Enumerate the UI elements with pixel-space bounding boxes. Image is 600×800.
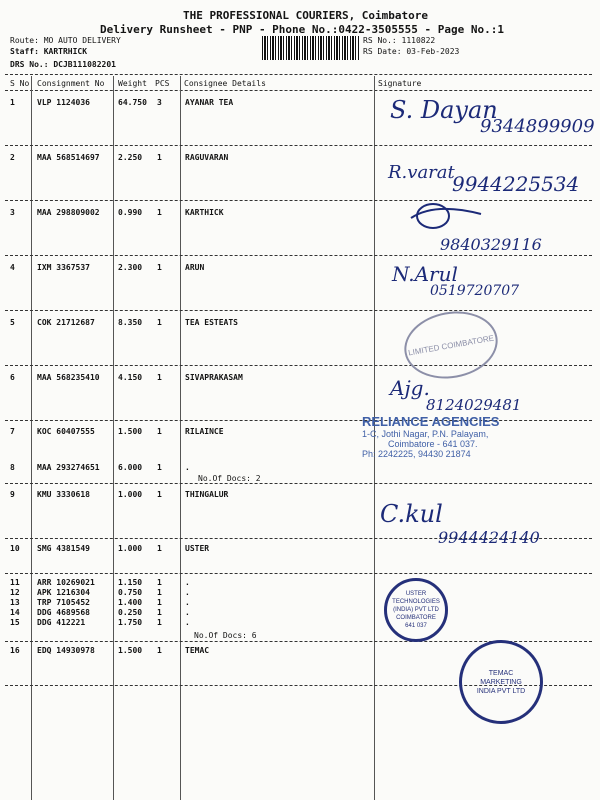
row-weight: 0.250 <box>118 608 143 617</box>
row-sno: 3 <box>10 208 15 217</box>
row-consignment: MAA 293274651 <box>37 463 100 472</box>
row-sno: 13 <box>10 598 20 607</box>
col-signature: Signature <box>378 79 422 88</box>
row-consignment: KOC 60407555 <box>37 427 95 436</box>
row-pcs: 1 <box>157 608 162 617</box>
row-pcs: 3 <box>157 98 162 107</box>
row-weight: 0.750 <box>118 588 143 597</box>
col-sno: S No <box>10 79 30 88</box>
row-consignment: EDQ 14930978 <box>37 646 95 655</box>
row-consignee: KARTHICK <box>185 208 224 217</box>
rs-number: RS No.: 1110822 <box>363 36 436 45</box>
signature-1-phone: 9344899909 <box>480 116 595 137</box>
row-weight: 1.000 <box>118 490 143 499</box>
row-consignee: ARUN <box>185 263 205 272</box>
row-weight: 1.750 <box>118 618 143 627</box>
row-sno: 11 <box>10 578 20 587</box>
reliance-name: RELIANCE AGENCIES <box>362 414 500 429</box>
row-sno: 1 <box>10 98 15 107</box>
row-consignment: APK 1216304 <box>37 588 90 597</box>
row-sno: 9 <box>10 490 15 499</box>
row-weight: 4.150 <box>118 373 143 382</box>
row-pcs: 1 <box>157 153 162 162</box>
row-pcs: 1 <box>157 618 162 627</box>
row-consignment: COK 21712687 <box>37 318 95 327</box>
row-pcs: 1 <box>157 598 162 607</box>
row-sno: 5 <box>10 318 15 327</box>
row-consignee: AYANAR TEA <box>185 98 234 107</box>
row-sno: 14 <box>10 608 20 617</box>
row-separator <box>5 145 592 146</box>
signature-4: N.Arul <box>392 262 458 286</box>
col-consignment: Consignment No <box>37 79 105 88</box>
row-consignment: IXM 3367537 <box>37 263 90 272</box>
signature-3-phone: 9840329116 <box>440 235 542 254</box>
row-consignment: TRP 7105452 <box>37 598 90 607</box>
row-sno: 10 <box>10 544 20 553</box>
row-consignee: . <box>185 608 190 617</box>
row-sno: 6 <box>10 373 15 382</box>
row-consignee: THINGALUR <box>185 490 229 499</box>
row-sno: 8 <box>10 463 15 472</box>
table-column-rule <box>180 76 181 800</box>
reliance-phone: Ph: 2242225, 94430 21874 <box>362 449 471 459</box>
row-sno: 12 <box>10 588 20 597</box>
temac-stamp: TEMAC MARKETING INDIA PVT LTD <box>459 640 543 724</box>
row-consignee: TEA ESTEATS <box>185 318 238 327</box>
signature-2-phone: 9944225534 <box>452 172 580 196</box>
row-consignment: MAA 568514697 <box>37 153 100 162</box>
row-weight: 0.990 <box>118 208 143 217</box>
drs-label: DRS No.: DCJB111082201 <box>10 60 116 69</box>
row-consignee: RAGUVARAN <box>185 153 229 162</box>
row-separator <box>5 483 592 484</box>
signature-4-phone: 0519720707 <box>430 283 520 299</box>
limited-stamp: LIMITED COIMBATORE <box>399 304 503 385</box>
row-pcs: 1 <box>157 373 162 382</box>
col-pcs: PCS <box>155 79 170 88</box>
row-weight: 1.150 <box>118 578 143 587</box>
row-separator <box>5 310 592 311</box>
row-consignment: MAA 568235410 <box>37 373 100 382</box>
reliance-address-1: 1-C, Jothi Nagar, P.N. Palayam, <box>362 429 489 439</box>
row-weight: 1.000 <box>118 544 143 553</box>
row-separator <box>5 365 592 366</box>
company-title: THE PROFESSIONAL COURIERS, Coimbatore <box>183 9 429 22</box>
row-pcs: 1 <box>157 544 162 553</box>
row-sno: 2 <box>10 153 15 162</box>
row-consignee: . <box>185 598 190 607</box>
row-consignment: VLP 1124036 <box>37 98 90 107</box>
row-pcs: 1 <box>157 588 162 597</box>
row-docs-count: No.Of Docs: 2 <box>198 474 261 483</box>
uster-stamp: USTER TECHNOLOGIES (INDIA) PVT LTD COIMBATORE 641 037 <box>384 578 448 642</box>
row-weight: 8.350 <box>118 318 143 327</box>
row-sno: 7 <box>10 427 15 436</box>
row-consignee: . <box>185 463 190 472</box>
row-weight: 1.500 <box>118 427 143 436</box>
row-pcs: 1 <box>157 208 162 217</box>
row-pcs: 1 <box>157 427 162 436</box>
row-consignment: ARR 10269021 <box>37 578 95 587</box>
signature-6: Ajg. <box>390 376 430 400</box>
col-weight: Weight <box>118 79 147 88</box>
runsheet-subtitle: Delivery Runsheet - PNP - Phone No.:0422-3505555 - Page No.:1 <box>100 23 504 36</box>
row-separator <box>5 200 592 201</box>
row-pcs: 1 <box>157 318 162 327</box>
row-consignment: DDG 4689568 <box>37 608 90 617</box>
route-label: Route: MO AUTO DELIVERY <box>10 36 121 45</box>
header-top-rule <box>5 74 592 75</box>
row-docs-count: No.Of Docs: 6 <box>194 631 257 640</box>
row-consignee: . <box>185 588 190 597</box>
row-weight: 1.400 <box>118 598 143 607</box>
table-column-rule <box>31 76 32 800</box>
reliance-agencies-stamp <box>362 414 530 459</box>
row-sno: 15 <box>10 618 20 627</box>
signature-9-phone: 9944424140 <box>438 528 540 547</box>
rs-date: RS Date: 03-Feb-2023 <box>363 47 460 56</box>
row-consignee: SIVAPRAKASAM <box>185 373 243 382</box>
col-consignee: Consignee Details <box>184 79 266 88</box>
row-consignee: . <box>185 618 190 627</box>
row-pcs: 1 <box>157 463 162 472</box>
row-pcs: 1 <box>157 490 162 499</box>
row-separator <box>5 255 592 256</box>
table-column-rule <box>113 76 114 800</box>
signature-9: C.kul <box>380 500 443 528</box>
row-pcs: 1 <box>157 646 162 655</box>
staff-label: Staff: KARTRHICK <box>10 47 88 56</box>
row-weight: 6.000 <box>118 463 143 472</box>
row-consignee: RILAINCE <box>185 427 224 436</box>
row-consignment: SMG 4381549 <box>37 544 90 553</box>
signature-3-scribble <box>405 198 485 236</box>
row-pcs: 1 <box>157 263 162 272</box>
row-consignee: USTER <box>185 544 210 553</box>
row-consignment: KMU 3330618 <box>37 490 90 499</box>
signature-1: S. Dayan <box>390 96 498 124</box>
row-weight: 1.500 <box>118 646 143 655</box>
header-bottom-rule <box>5 90 592 91</box>
row-consignee: TEMAC <box>185 646 210 655</box>
row-consignment: MAA 298809002 <box>37 208 100 217</box>
signature-6-phone: 8124029481 <box>426 396 522 414</box>
row-weight: 2.300 <box>118 263 143 272</box>
row-sno: 16 <box>10 646 20 655</box>
signature-2: R.varat <box>388 162 455 183</box>
barcode-image <box>262 36 360 60</box>
reliance-address-2: Coimbatore - 641 037. <box>388 439 478 449</box>
row-separator <box>5 573 592 574</box>
row-weight: 64.750 <box>118 98 147 107</box>
row-weight: 2.250 <box>118 153 143 162</box>
row-consignee: . <box>185 578 190 587</box>
row-pcs: 1 <box>157 578 162 587</box>
row-consignment: DDG 412221 <box>37 618 86 627</box>
row-sno: 4 <box>10 263 15 272</box>
